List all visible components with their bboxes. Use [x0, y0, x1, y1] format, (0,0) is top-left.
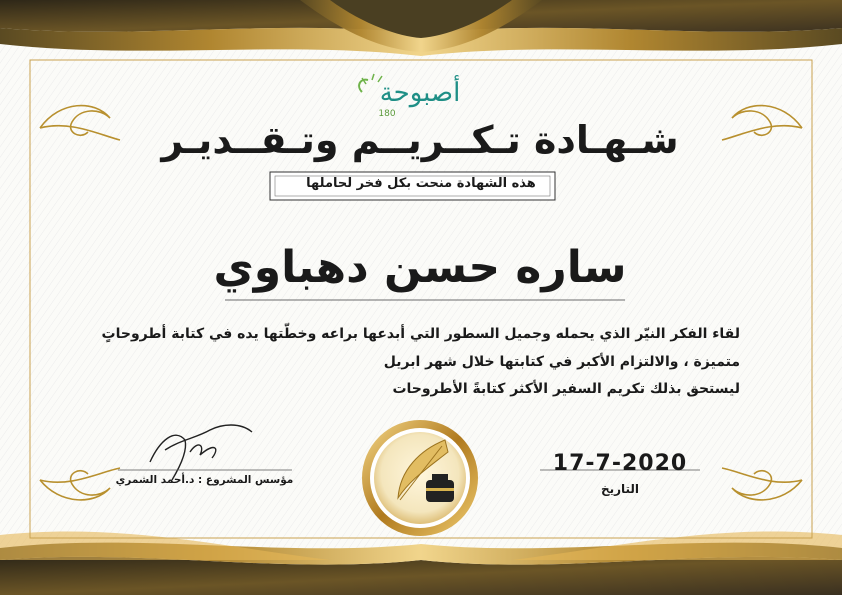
date-label: التاريخ — [600, 482, 640, 496]
body-text-line-3: ليستحق بذلك تكريم السفير الأكثر كتابةً الأطروحات — [392, 381, 740, 397]
recipient-name: ساره حسن دهباوي — [213, 242, 627, 293]
certificate-subtitle: هذه الشهادة منحت بكل فخر لحاملها — [306, 176, 536, 191]
logo-number: 180 — [378, 109, 396, 119]
body-text-line-1: لقاء الفكر النيّر الذي يحمله وجميل السطور التي أبدعها براعه وخطّتها يده في كتابة أطروحاتٍ — [101, 326, 740, 342]
quill-inkpot-seal-icon — [362, 420, 478, 536]
founder-label: مؤسس المشروع : د.أحمد الشمري — [115, 474, 294, 486]
certificate-title: شـهـادة تـكــريــم وتـقــديـر — [161, 118, 679, 162]
logo-text: أصبوحة — [379, 78, 461, 108]
date-value: 17-7-2020 — [552, 451, 688, 476]
body-text-line-2: متميزة ، والالتزام الأكبر في كتابتها خلال شهر ابريل — [383, 354, 740, 370]
